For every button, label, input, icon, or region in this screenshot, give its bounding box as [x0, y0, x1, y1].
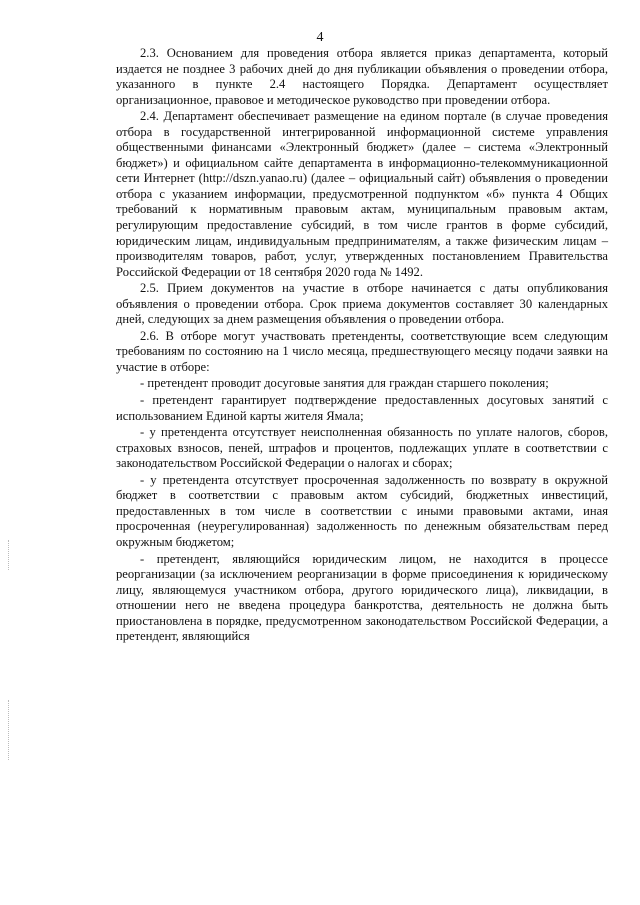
requirement-item: - у претендента отсутствует просроченная задолженность по возврату в окружной бюджет в соответствии с правовым актом субсидий, бюджетных инвестиций, предоставленных в том числе в соответствии с иными правовыми актами, иная просроченная (неурегулированная) задолженность по денежным обязательствам перед окружным бюджетом; [116, 472, 608, 549]
requirement-item: - у претендента отсутствует неисполненная обязанность по уплате налогов, сборов, страховых взносов, пеней, штрафов и процентов, подлежащих уплате в соответствии с законодательством Российской Федерации о налогах и сборах; [116, 425, 608, 471]
page-number: 4 [316, 30, 324, 45]
scan-margin-mark [8, 540, 10, 570]
paragraph-2-6: 2.6. В отборе могут участвовать претенденты, соответствующие всем следующим требованиям по состоянию на 1 число месяца, предшествующего месяцу подачи заявки на участие в отборе: [116, 328, 608, 374]
paragraph-2-4: 2.4. Департамент обеспечивает размещение на едином портале (в случае проведения отбора в государственной интегрированной информационной системе управления общественными финансами «Электронный бюджет» (далее – система «Электронный бюджет») и официальном сайте департамента в информационно-телекоммуникационной сети Интернет (http://dszn.yanao.ru) (далее – официальный сайт) объявления о проведении отбора с указанием информации, предусмотренной подпунктом «б» пункта 4 Общих требований к нормативным правовым актам, муниципальным правовым актам, регулирующим предоставление субсидий, в том числе грантов в форме субсидий, юридическим лицам, индивидуальным предпринимателям, а также физическим лицам – производителям товаров, работ, услуг, утвержденных постановлением Правительства Российской Федерации от 18 сентября 2020 года № 1492. [116, 109, 608, 279]
document-body [116, 46, 608, 645]
scan-margin-mark [8, 700, 10, 760]
paragraph-2-5: 2.5. Прием документов на участие в отборе начинается с даты опубликования объявления о проведении отбора. Срок приема документов составляет 30 календарных дней, следующих за днем размещения объявления о проведении отбора. [116, 281, 608, 327]
requirement-item: - претендент проводит досуговые занятия для граждан старшего поколения; [140, 376, 549, 391]
paragraph-2-3: 2.3. Основанием для проведения отбора является приказ департамента, который издается не позднее 3 рабочих дней до дня публикации объявления о проведении отбора, указанного в пункте 2.4 настоящего Порядка. Департамент осуществляет организационное, правовое и методическое руководство при проведении отбора. [116, 46, 608, 107]
requirement-item: - претендент, являющийся юридическим лицом, не находится в процессе реорганизации (за исключением реорганизации в форме присоединения к юридическому лицу, являющемуся участником отбора, другого юридического лица), ликвидации, в отношении него не введена процедура банкротства, деятельность не должна быть приостановлена в порядке, предусмотренном законодательством Российской Федерации, а претендент, являющийся [116, 551, 608, 644]
requirement-item: - претендент гарантирует подтверждение предоставленных досуговых занятий с использованием Единой карты жителя Ямала; [116, 393, 608, 423]
